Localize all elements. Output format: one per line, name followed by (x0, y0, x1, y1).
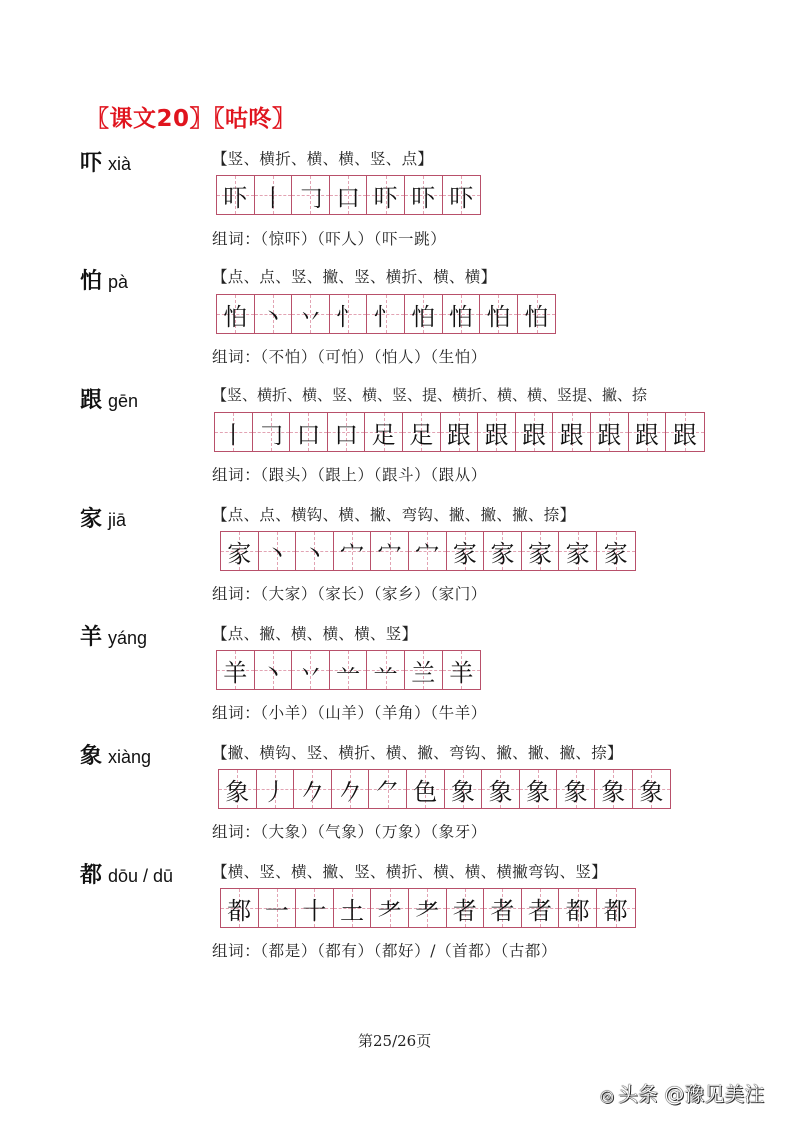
stroke-grid (220, 888, 636, 928)
grid-cell: 象 (633, 770, 671, 808)
grid-cell: 都 (221, 889, 259, 927)
word-examples: 组词：（大象）（气象）（万象）（象牙） (212, 823, 487, 841)
grid-cell: 丶 (255, 651, 293, 689)
stroke-order-text: 【撇、横钩、竖、横折、横、撇、弯钩、撇、撇、撇、捺】 (212, 744, 623, 762)
grid-cell: ⺈ (369, 770, 407, 808)
grid-cell: 家 (522, 532, 560, 570)
grid-cell: 丿 (257, 770, 295, 808)
grid-cell: 䒑 (330, 651, 368, 689)
grid-cell: 丶 (296, 532, 334, 570)
stroke-grid (216, 175, 481, 215)
grid-cell: 家 (559, 532, 597, 570)
grid-cell: 怕 (217, 295, 255, 333)
grid-cell: 𠂊 (332, 770, 370, 808)
grid-cell: 怕 (443, 295, 481, 333)
page-number: 第25/26页 (358, 1032, 432, 1050)
grid-cell: 者 (447, 889, 485, 927)
grid-cell: 口 (328, 413, 366, 451)
stroke-order-text: 【竖、横折、横、竖、横、竖、提、横折、横、横、竖提、撇、捺 (212, 386, 648, 404)
grid-cell: 象 (445, 770, 483, 808)
entry-character: 羊 yáng (80, 625, 148, 650)
grid-cell: 吓 (405, 176, 443, 214)
grid-cell: 象 (482, 770, 520, 808)
stroke-grid (220, 531, 636, 571)
grid-cell: 一 (259, 889, 297, 927)
grid-cell: 䒑 (367, 651, 405, 689)
grid-cell: 跟 (666, 413, 704, 451)
word-examples: 组词：（小羊）（山羊）（羊角）（牛羊） (212, 704, 487, 722)
stroke-order-text: 【竖、横折、横、横、竖、点】 (212, 150, 434, 168)
grid-cell: 𠃌 (253, 413, 291, 451)
grid-cell: 象 (219, 770, 257, 808)
grid-cell: 羊 (217, 651, 255, 689)
entry-character: 怕 pà (80, 269, 129, 294)
entry-character: 家 jiā (80, 507, 127, 532)
stroke-order-text: 【横、竖、横、撇、竖、横折、横、横、横撇弯钩、竖】 (212, 863, 608, 881)
grid-cell: 十 (296, 889, 334, 927)
grid-cell: 跟 (441, 413, 479, 451)
grid-cell: 家 (221, 532, 259, 570)
grid-cell: 跟 (629, 413, 667, 451)
stroke-grid (214, 412, 705, 452)
grid-cell: 家 (597, 532, 635, 570)
grid-cell: 者 (522, 889, 560, 927)
watermark-text: 头条 @豫见美注 (617, 1082, 765, 1106)
grid-cell: 土 (334, 889, 372, 927)
wechat-icon: ◎ (600, 1086, 614, 1105)
entry-character: 吓 xià (80, 151, 132, 176)
grid-cell: 家 (484, 532, 522, 570)
grid-cell: 丨 (215, 413, 253, 451)
grid-cell: 耂 (409, 889, 447, 927)
grid-cell: 象 (595, 770, 633, 808)
grid-cell: 都 (559, 889, 597, 927)
grid-cell: 者 (484, 889, 522, 927)
grid-cell: 怕 (480, 295, 518, 333)
grid-cell: 羊 (443, 651, 481, 689)
grid-cell: 丷 (292, 651, 330, 689)
grid-cell: 口 (290, 413, 328, 451)
stroke-grid (216, 294, 556, 334)
grid-cell: 𠃌 (292, 176, 330, 214)
stroke-order-text: 【点、撇、横、横、横、竖】 (212, 625, 418, 643)
lesson-title: 〖课文20〗〖咕咚〗 (86, 106, 296, 132)
grid-cell: 跟 (478, 413, 516, 451)
grid-cell: 跟 (553, 413, 591, 451)
grid-cell: 怕 (518, 295, 556, 333)
grid-cell: 丶 (255, 295, 293, 333)
grid-cell: 吓 (443, 176, 481, 214)
stroke-grid (218, 769, 671, 809)
stroke-order-text: 【点、点、竖、撇、竖、横折、横、横】 (212, 268, 497, 286)
word-examples: 组词：（惊吓）（吓人）（吓一跳） (212, 230, 447, 248)
grid-cell: 足 (403, 413, 441, 451)
grid-cell: 吓 (217, 176, 255, 214)
grid-cell: 跟 (591, 413, 629, 451)
grid-cell: 忄 (367, 295, 405, 333)
watermark (600, 1078, 764, 1107)
grid-cell: 丨 (255, 176, 293, 214)
stroke-grid (216, 650, 481, 690)
word-examples: 组词：（都是）（都有）（都好）/（首都）（古都） (212, 942, 558, 960)
grid-cell: 耂 (371, 889, 409, 927)
grid-cell: 都 (597, 889, 635, 927)
entry-character: 都 dōu / dū (80, 863, 174, 888)
grid-cell: 宀 (334, 532, 372, 570)
word-examples: 组词：（不怕）（可怕）（怕人）（生怕） (212, 348, 487, 366)
grid-cell: 足 (365, 413, 403, 451)
grid-cell: 兰 (405, 651, 443, 689)
grid-cell: 象 (520, 770, 558, 808)
grid-cell: 象 (557, 770, 595, 808)
grid-cell: 口 (330, 176, 368, 214)
word-examples: 组词：（大家）（家长）（家乡）（家门） (212, 585, 487, 603)
grid-cell: 色 (407, 770, 445, 808)
grid-cell: 丷 (292, 295, 330, 333)
grid-cell: 宀 (371, 532, 409, 570)
grid-cell: 丶 (259, 532, 297, 570)
entry-character: 象 xiàng (80, 744, 152, 769)
grid-cell: 跟 (516, 413, 554, 451)
grid-cell: 家 (447, 532, 485, 570)
entry-character: 跟 gēn (80, 388, 139, 413)
grid-cell: 怕 (405, 295, 443, 333)
grid-cell: 𠂊 (294, 770, 332, 808)
grid-cell: 吓 (367, 176, 405, 214)
word-examples: 组词：（跟头）（跟上）（跟斗）（跟从） (212, 466, 487, 484)
grid-cell: 宀 (409, 532, 447, 570)
grid-cell: 忄 (330, 295, 368, 333)
stroke-order-text: 【点、点、横钩、横、撇、弯钩、撇、撇、撇、捺】 (212, 506, 576, 524)
